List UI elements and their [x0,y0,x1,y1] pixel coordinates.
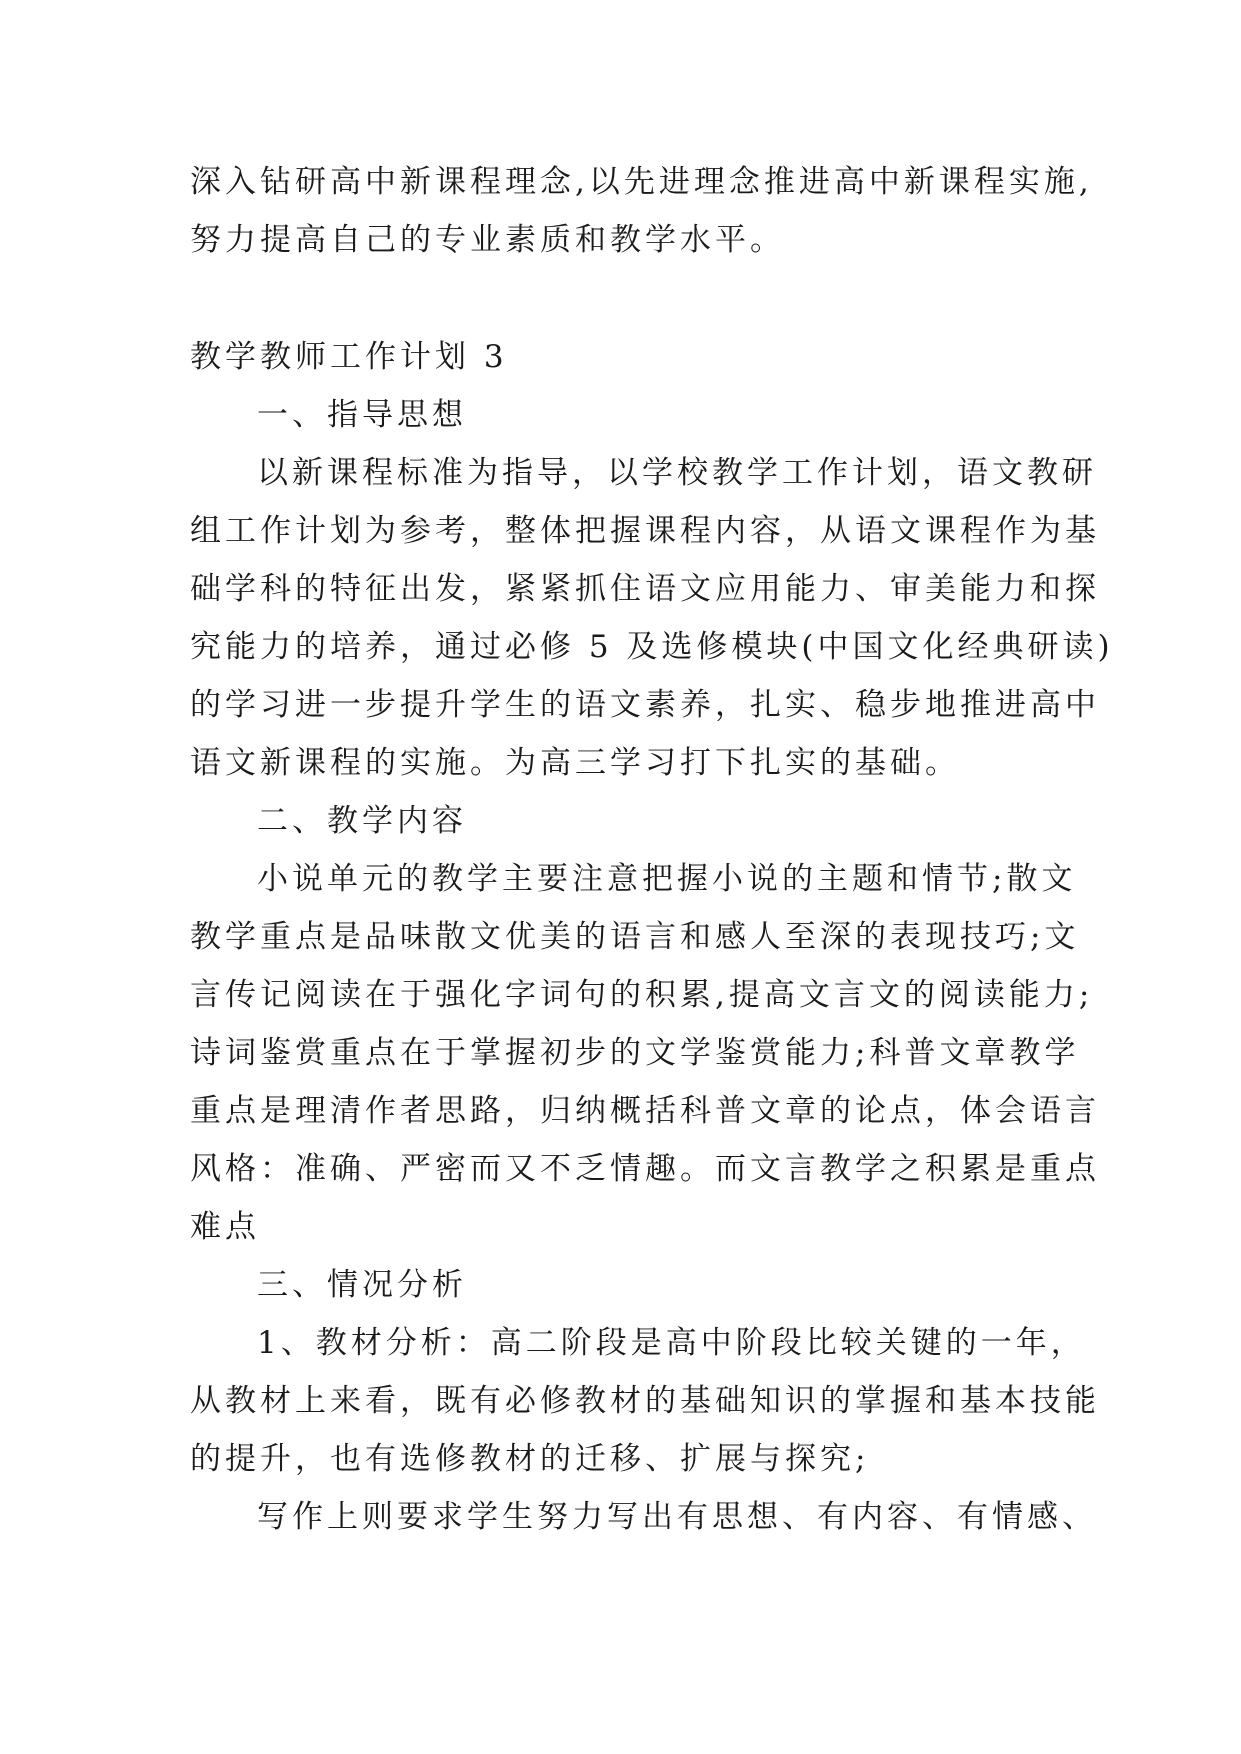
text-line: 难点 [190,1209,260,1245]
heading-situation-analysis: 三、情况分析 [257,1267,467,1303]
text-line: 诗词鉴赏重点在于掌握初步的文学鉴赏能力;科普文章教学 [190,1035,1080,1071]
text-line: 重点是理清作者思路，归纳概括科普文章的论点，体会语言 [190,1093,1100,1129]
text-line: 言传记阅读在于强化字词句的积累,提高文言文的阅读能力; [190,977,1094,1013]
text-line: 础学科的特征出发，紧紧抓住语文应用能力、审美能力和探 [190,571,1100,607]
text-line: 小说单元的教学主要注意把握小说的主题和情节;散文 [257,861,1077,897]
text-line: 写作上则要求学生努力写出有思想、有内容、有情感、 [257,1499,1097,1535]
text-line: 究能力的培养，通过必修 5 及选修模块(中国文化经典研读) [190,629,1114,665]
text-line: 以新课程标准为指导，以学校教学工作计划，语文教研 [257,455,1097,491]
text-line: 的提升，也有选修教材的迁移、扩展与探究; [190,1441,870,1477]
text-line: 1、教材分析：高二阶段是高中阶段比较关键的一年， [257,1325,1086,1361]
text-line: 深入钻研高中新课程理念,以先进理念推进高中新课程实施, [190,164,1093,200]
text-line: 组工作计划为参考，整体把握课程内容，从语文课程作为基 [190,513,1100,549]
section-title: 教学教师工作计划 3 [190,339,508,375]
heading-teaching-content: 二、教学内容 [257,803,467,839]
text-line: 努力提高自己的专业素质和教学水平。 [190,222,785,258]
text-line: 风格：准确、严密而又不乏情趣。而文言教学之积累是重点 [190,1151,1100,1187]
text-line: 的学习进一步提升学生的语文素养，扎实、稳步地推进高中 [190,687,1100,723]
text-line: 教学重点是品味散文优美的语言和感人至深的表现技巧;文 [190,919,1080,955]
heading-guiding-thought: 一、指导思想 [257,397,467,433]
text-line: 从教材上来看，既有必修教材的基础知识的掌握和基本技能 [190,1383,1100,1419]
text-line: 语文新课程的实施。为高三学习打下扎实的基础。 [190,745,960,781]
